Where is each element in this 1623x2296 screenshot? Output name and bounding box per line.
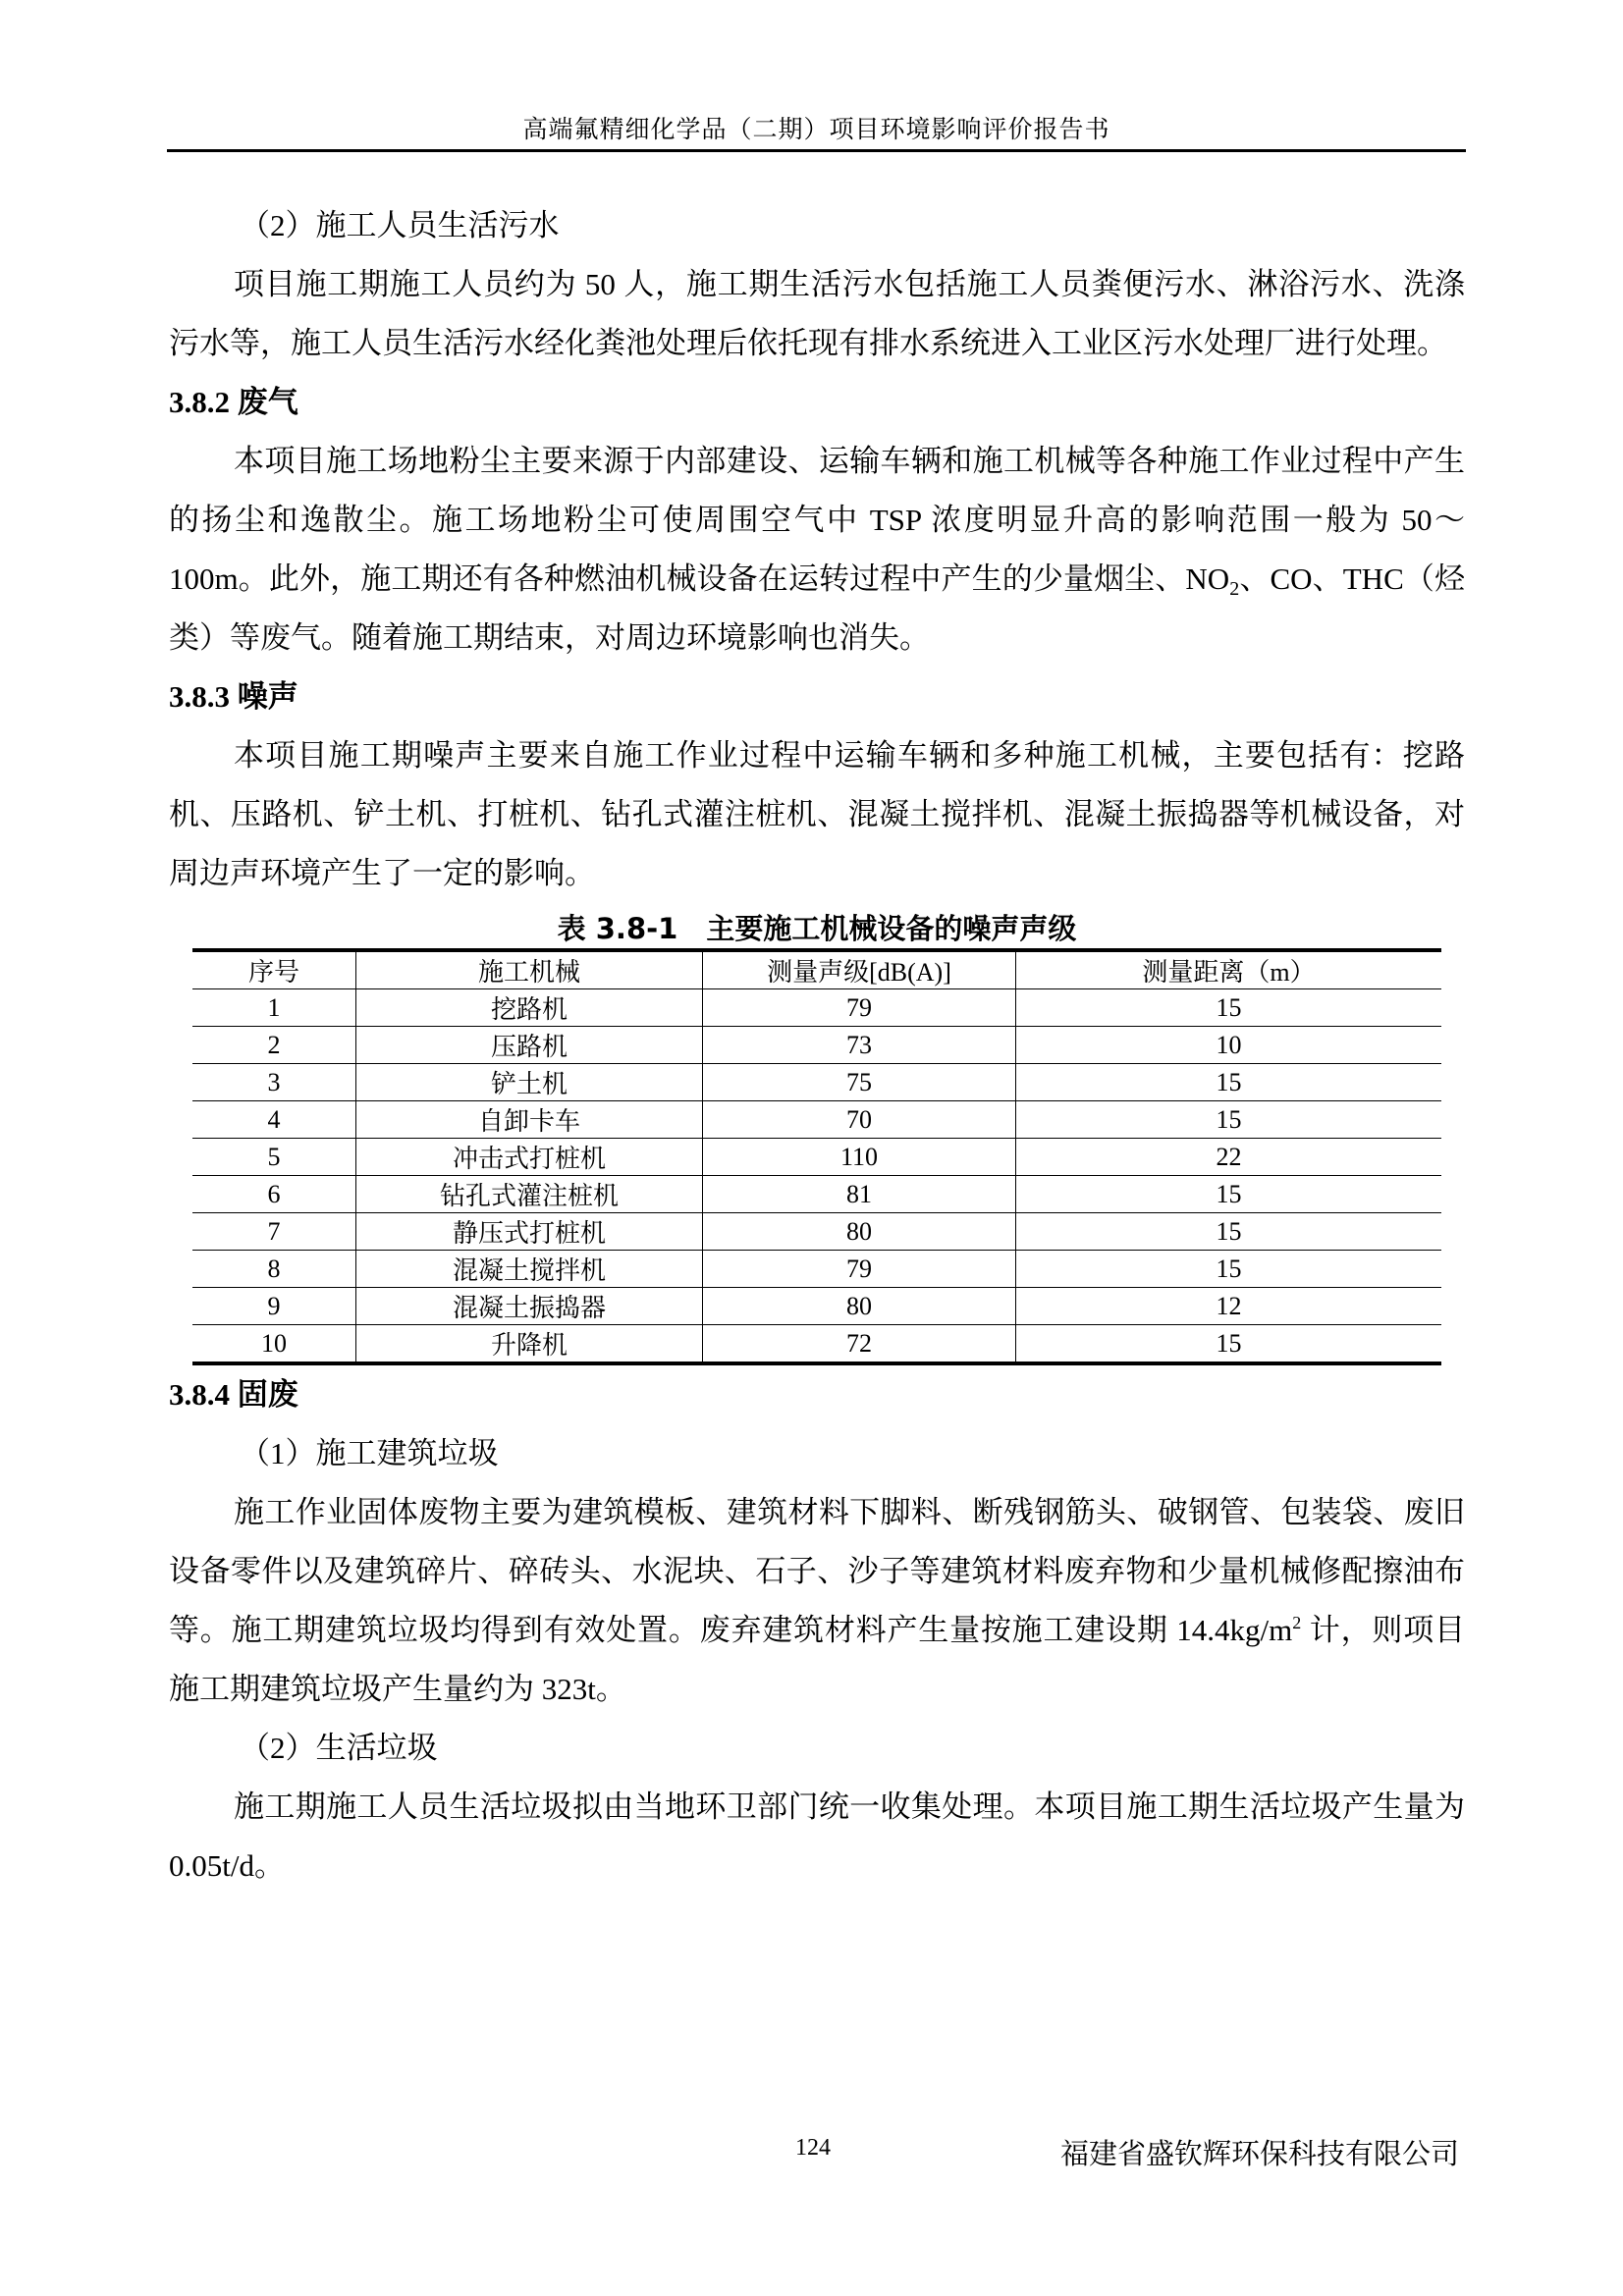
- noise-table: [192, 948, 1441, 1365]
- heading-gas: 3.8.2 废气: [169, 385, 298, 419]
- table-row: [192, 989, 1441, 1027]
- paragraph-construction-waste: [169, 1483, 1465, 1719]
- running-header: 高端氟精细化学品（二期）项目环境影响评价报告书: [522, 117, 1110, 143]
- table-cell: 22: [1016, 1139, 1442, 1176]
- table-cell: 7: [192, 1213, 356, 1251]
- table-cell: 80: [703, 1213, 1016, 1251]
- column-header: 施工机械: [356, 950, 703, 989]
- table-row: [192, 1027, 1441, 1064]
- column-header: 测量距离（m）: [1016, 950, 1442, 989]
- superscript-2: 2: [1292, 1613, 1302, 1632]
- table-cell: 3: [192, 1064, 356, 1101]
- header-rule: [167, 149, 1466, 152]
- table-cell: 混凝土搅拌机: [356, 1251, 703, 1288]
- table-cell: 15: [1016, 1251, 1442, 1288]
- table-cell: 钻孔式灌注桩机: [356, 1176, 703, 1213]
- subscript-2: 2: [1229, 578, 1240, 600]
- table-row: [192, 1213, 1441, 1251]
- table-cell: 79: [703, 1251, 1016, 1288]
- subheading-domestic-waste: （2）生活垃圾: [240, 1731, 438, 1765]
- table-row: [192, 1101, 1441, 1139]
- table-cell: 73: [703, 1027, 1016, 1064]
- table-cell: 10: [192, 1325, 356, 1364]
- paragraph-domestic-waste: 施工期施工人员生活垃圾拟由当地环卫部门统一收集处理。本项目施工期生活垃圾产生量为 0.05t/d。: [169, 1789, 1465, 1883]
- paragraph-waste-part-b: 计，则项目施工期建筑垃圾产生量约为 323t。: [169, 1613, 1465, 1706]
- page-content: [169, 196, 1465, 1896]
- table-cell: 铲土机: [356, 1064, 703, 1101]
- table-cell: 混凝土振捣器: [356, 1288, 703, 1325]
- table-cell: 79: [703, 989, 1016, 1027]
- table-cell: 75: [703, 1064, 1016, 1101]
- table-row: [192, 1325, 1441, 1364]
- paragraph-gas-part-b: 、CO、THC（烃类）等废气。随着施工期结束，对周边环境影响也消失。: [169, 561, 1465, 655]
- table-row: [192, 1251, 1441, 1288]
- table-cell: 冲击式打桩机: [356, 1139, 703, 1176]
- table-cell: 8: [192, 1251, 356, 1288]
- table-cell: 72: [703, 1325, 1016, 1364]
- table-cell: 15: [1016, 1176, 1442, 1213]
- table-cell: 6: [192, 1176, 356, 1213]
- table-cell: 10: [1016, 1027, 1442, 1064]
- table-cell: 4: [192, 1101, 356, 1139]
- table-row: [192, 1176, 1441, 1213]
- page-number: 124: [795, 2135, 831, 2161]
- table-cell: 5: [192, 1139, 356, 1176]
- subheading-sewage: （2）施工人员生活污水: [240, 208, 560, 242]
- table-cell: 70: [703, 1101, 1016, 1139]
- heading-solid: 3.8.4 固废: [169, 1377, 298, 1412]
- table-cell: 2: [192, 1027, 356, 1064]
- table-cell: 12: [1016, 1288, 1442, 1325]
- paragraph-gas: [169, 432, 1465, 667]
- table-cell: 15: [1016, 1101, 1442, 1139]
- paragraph-gas-part-a: 本项目施工场地粉尘主要来源于内部建设、运输车辆和施工机械等各种施工作业过程中产生的扬尘和逸散尘。施工场地粉尘可使周围空气中 TSP 浓度明显升高的影响范围一般为 50～100m。此外，施工期还有各种燃油机械设备在运转过程中产生的少量烟尘、NO: [169, 444, 1465, 596]
- heading-noise: 3.8.3 噪声: [169, 679, 298, 714]
- table-cell: 自卸卡车: [356, 1101, 703, 1139]
- table-cell: 静压式打桩机: [356, 1213, 703, 1251]
- table-cell: 升降机: [356, 1325, 703, 1364]
- table-cell: 81: [703, 1176, 1016, 1213]
- table-cell: 9: [192, 1288, 356, 1325]
- column-header: 测量声级[dB(A)]: [703, 950, 1016, 989]
- table-cell: 15: [1016, 989, 1442, 1027]
- table-caption: 表 3.8-1 主要施工机械设备的噪声声级: [557, 912, 1077, 945]
- table-cell: 1: [192, 989, 356, 1027]
- table-cell: 80: [703, 1288, 1016, 1325]
- table-cell: 15: [1016, 1325, 1442, 1364]
- paragraph-noise: 本项目施工期噪声主要来自施工作业过程中运输车辆和多种施工机械，主要包括有：挖路机、压路机、铲土机、打桩机、钻孔式灌注桩机、混凝土搅拌机、混凝土振捣器等机械设备，对周边声环境产生了一定的影响。: [169, 738, 1465, 890]
- paragraph-waste-part-a: 施工作业固体废物主要为建筑模板、建筑材料下脚料、断残钢筋头、破钢管、包装袋、废旧设备零件以及建筑碎片、碎砖头、水泥块、石子、沙子等建筑材料废弃物和少量机械修配擦油布等。施工期建筑垃圾均得到有效处置。废弃建筑材料产生量按施工建设期 14.4kg/m: [169, 1495, 1465, 1647]
- table-cell: 压路机: [356, 1027, 703, 1064]
- company-name: 福建省盛钦辉环保科技有限公司: [1060, 2139, 1460, 2170]
- table-cell: 挖路机: [356, 989, 703, 1027]
- table-row: [192, 1288, 1441, 1325]
- table-row: [192, 1139, 1441, 1176]
- table-cell: 15: [1016, 1064, 1442, 1101]
- paragraph-sewage: 项目施工期施工人员约为 50 人，施工期生活污水包括施工人员粪便污水、淋浴污水、洗涤污水等，施工人员生活污水经化粪池处理后依托现有排水系统进入工业区污水处理厂进行处理。: [169, 267, 1465, 360]
- subheading-construction-waste: （1）施工建筑垃圾: [240, 1436, 499, 1470]
- table-cell: 110: [703, 1139, 1016, 1176]
- table-header-row: [192, 950, 1441, 989]
- table-cell: 15: [1016, 1213, 1442, 1251]
- table-row: [192, 1064, 1441, 1101]
- column-header: 序号: [192, 950, 356, 989]
